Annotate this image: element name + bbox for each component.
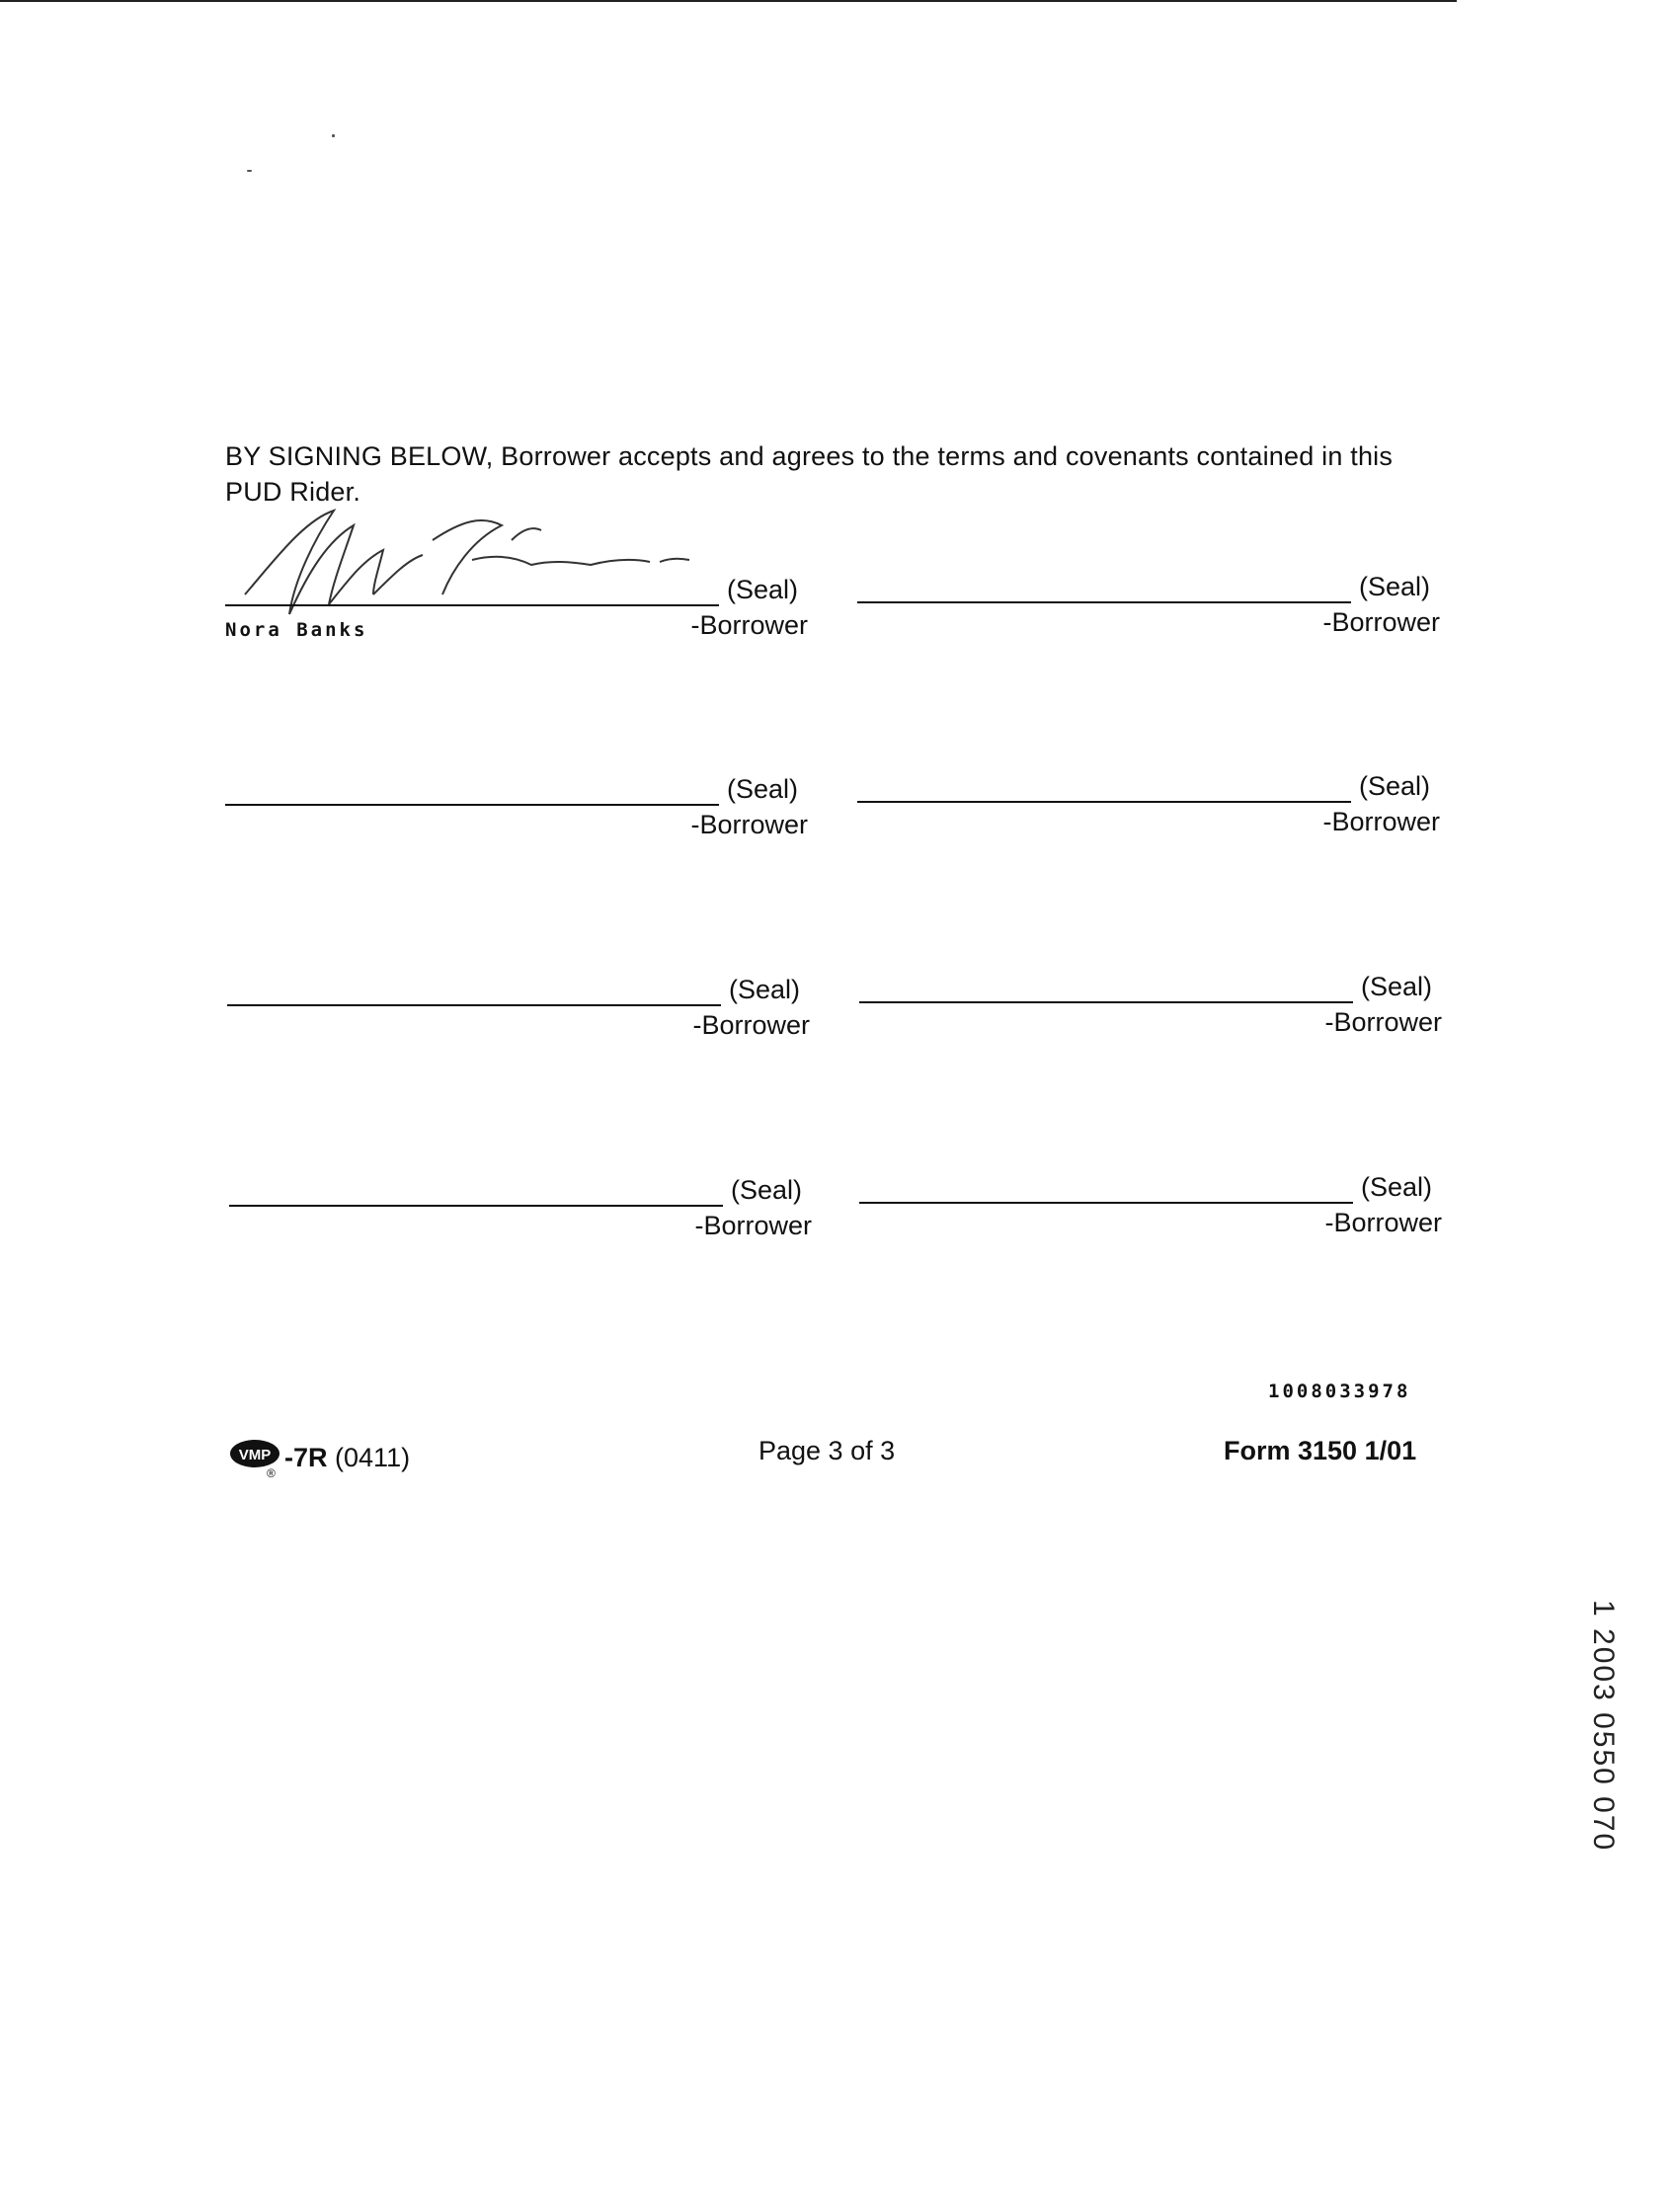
top-border-line — [0, 0, 1457, 2]
signature-line — [859, 1001, 1353, 1003]
scan-speck — [247, 170, 252, 172]
loan-number: 1008033978 — [1268, 1381, 1411, 1402]
seal-label: (Seal) — [727, 774, 799, 804]
intro-paragraph: BY SIGNING BELOW, Borrower accepts and agrees to the terms and covenants contained in this PUD Rider. — [225, 441, 1394, 507]
form-code-label: -7R — [284, 1442, 328, 1472]
vmp-logo-text: VMP — [238, 1447, 272, 1463]
handwritten-signature — [235, 501, 709, 619]
signature-block-4 — [857, 771, 1440, 850]
seal-label: (Seal) — [729, 975, 801, 1004]
seal-label: (Seal) — [1359, 572, 1431, 601]
vmp-logo-icon — [229, 1436, 282, 1479]
seal-label: (Seal) — [1361, 1172, 1433, 1202]
signature-block-8 — [859, 1172, 1442, 1251]
form-spacer — [328, 1443, 336, 1473]
seal-label: (Seal) — [1361, 972, 1433, 1001]
signature-line — [857, 601, 1351, 603]
signature-block-5 — [227, 975, 810, 1054]
seal-label: (Seal) — [731, 1175, 803, 1205]
signature-line — [225, 804, 719, 806]
seal-label: (Seal) — [727, 575, 799, 604]
side-stamp: 1 2003 0550 070 — [1587, 1600, 1620, 1853]
signature-block-2 — [857, 572, 1440, 651]
borrower-label: -Borrower — [1322, 807, 1440, 836]
signature-block-7 — [229, 1175, 812, 1254]
form-code — [229, 1436, 410, 1479]
registered-mark: ® — [267, 1466, 276, 1479]
page-number: Page 3 of 3 — [758, 1436, 896, 1465]
borrower-label: -Borrower — [1324, 1007, 1442, 1037]
borrower-label: -Borrower — [694, 1211, 812, 1240]
borrower-label: -Borrower — [692, 1010, 810, 1040]
borrower-label: -Borrower — [1322, 607, 1440, 637]
seal-label: (Seal) — [1359, 771, 1431, 801]
signature-line — [859, 1202, 1353, 1204]
signature-line — [227, 1004, 721, 1006]
signer-name: Nora Banks — [225, 619, 368, 641]
form-number: Form 3150 1/01 — [1224, 1436, 1417, 1465]
borrower-label: -Borrower — [690, 610, 808, 640]
signature-block-1 — [225, 575, 808, 654]
borrower-label: -Borrower — [690, 810, 808, 839]
scan-speck — [332, 134, 335, 137]
signature-block-3 — [225, 774, 808, 853]
borrower-label: -Borrower — [1324, 1208, 1442, 1237]
form-revision: (0411) — [335, 1442, 411, 1472]
signature-line — [225, 604, 719, 606]
signature-block-6 — [859, 972, 1442, 1051]
signature-line — [229, 1205, 723, 1207]
signature-line — [857, 801, 1351, 803]
